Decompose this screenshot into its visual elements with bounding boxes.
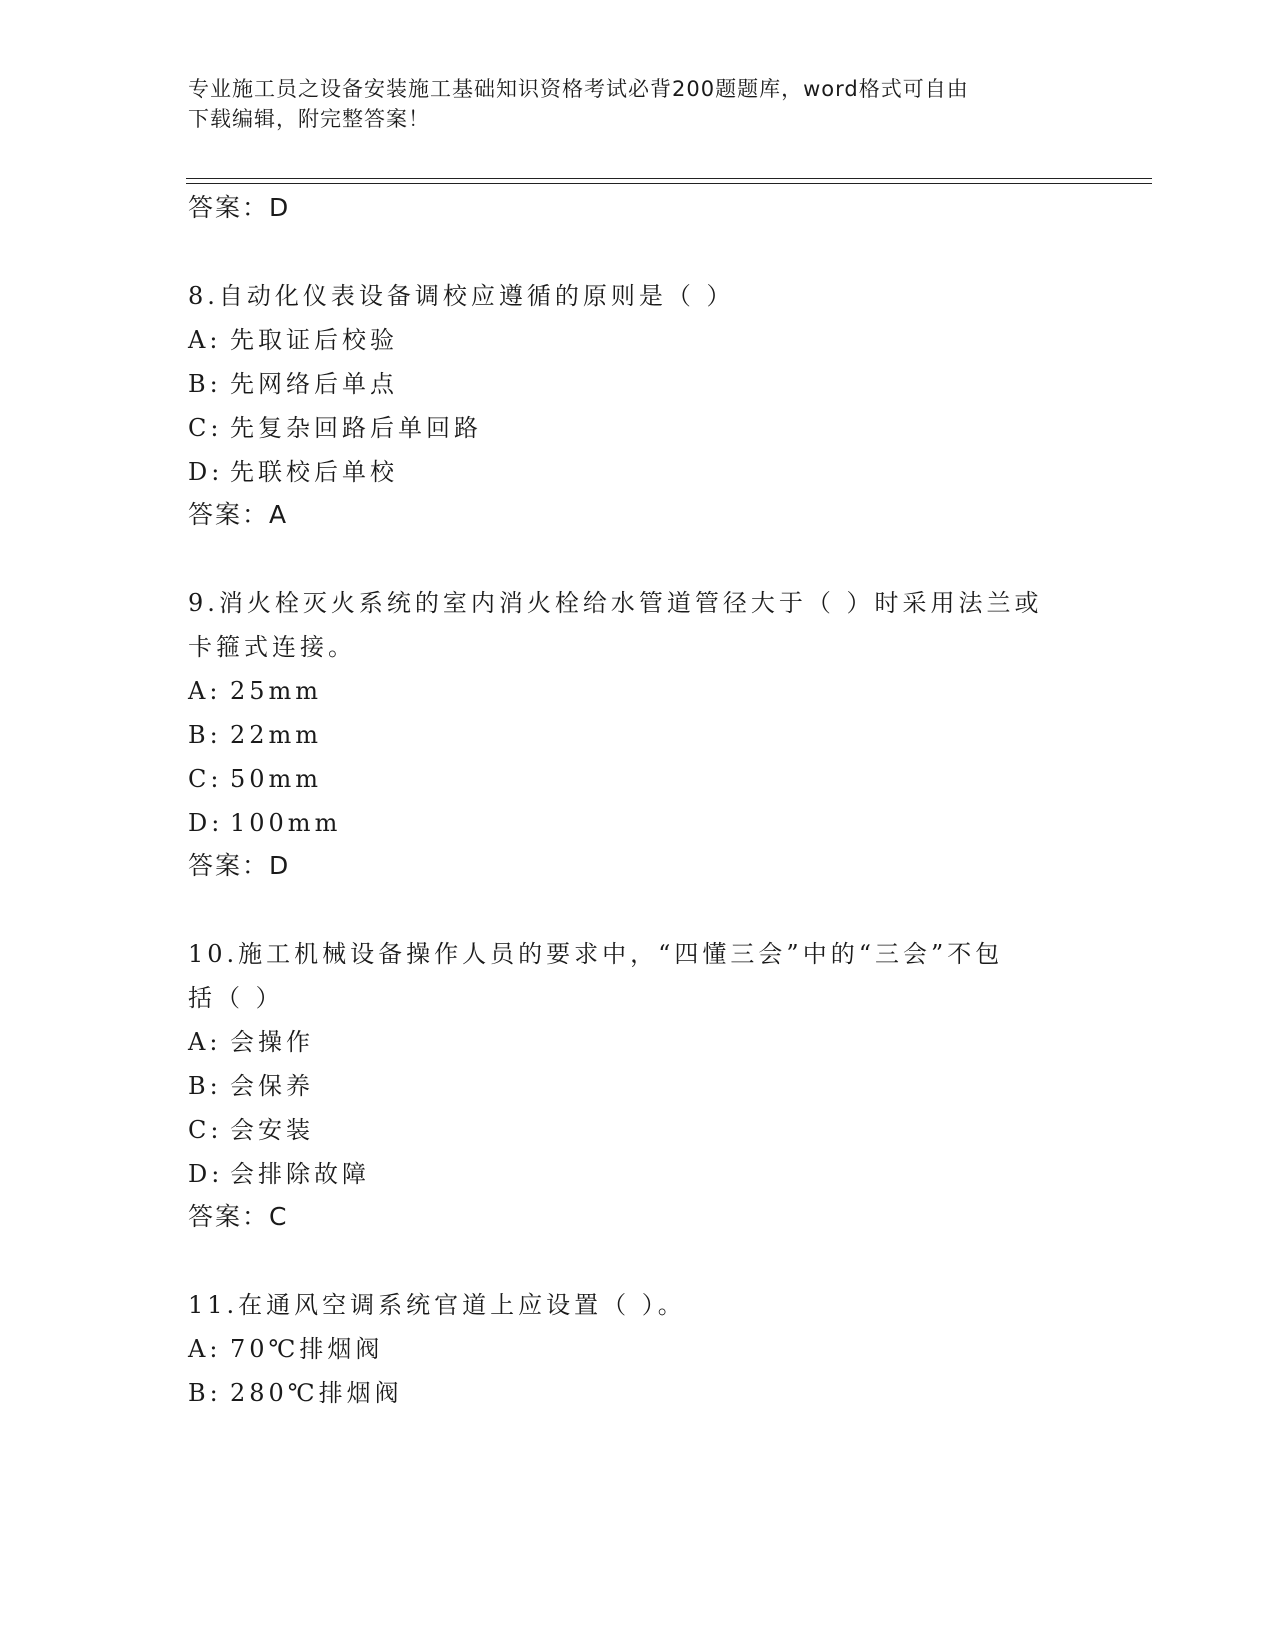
question-11-option-b <box>188 1378 403 1408</box>
option-text: 会安装 <box>230 1116 314 1144</box>
question-9-option-c <box>188 764 322 794</box>
previous-answer: 答案：D <box>188 193 291 222</box>
question-9-option-d <box>188 808 341 838</box>
option-key: C: <box>188 765 223 793</box>
question-8-option-b <box>188 369 398 399</box>
question-10-option-b <box>188 1071 314 1101</box>
question-9-answer: 答案：D <box>188 851 291 880</box>
header-line-2: 下载编辑，附完整答案！ <box>188 107 430 131</box>
header-divider-bottom <box>186 183 1152 184</box>
option-text: 280℃排烟阀 <box>230 1379 403 1407</box>
option-text: 25mm <box>230 677 323 705</box>
question-8-answer: 答案：A <box>188 500 289 529</box>
option-key: B: <box>188 721 222 749</box>
question-9-option-b <box>188 720 322 750</box>
option-text: 会排除故障 <box>230 1160 370 1188</box>
question-8-option-a <box>188 325 398 355</box>
question-9-option-a <box>188 676 322 706</box>
option-key: D: <box>188 458 224 486</box>
question-8-option-d <box>188 457 398 487</box>
option-text: 先取证后校验 <box>230 326 398 354</box>
question-10-option-c <box>188 1115 314 1145</box>
option-text: 会操作 <box>230 1028 314 1056</box>
question-10-stem-continued: 括（ ） <box>188 984 284 1012</box>
option-key: C: <box>188 414 223 442</box>
question-9-stem-continued: 卡箍式连接。 <box>188 633 356 661</box>
option-key: A: <box>188 1335 222 1363</box>
option-key: D: <box>188 1160 224 1188</box>
question-11-stem: 11.在通风空调系统官道上应设置（ ）。 <box>188 1291 686 1319</box>
document-header <box>188 74 1068 134</box>
question-8-option-c <box>188 413 482 443</box>
option-key: A: <box>188 326 222 354</box>
option-text: 70℃排烟阀 <box>230 1335 384 1363</box>
option-key: C: <box>188 1116 223 1144</box>
option-key: B: <box>188 1379 222 1407</box>
option-text: 先复杂回路后单回路 <box>230 414 482 442</box>
option-text: 22mm <box>230 721 323 749</box>
question-10-option-d <box>188 1159 370 1189</box>
option-text: 50mm <box>230 765 323 793</box>
question-10-option-a <box>188 1027 314 1057</box>
option-key: D: <box>188 809 224 837</box>
header-divider-top <box>186 178 1152 179</box>
option-text: 先联校后单校 <box>230 458 398 486</box>
option-key: B: <box>188 370 222 398</box>
option-key: B: <box>188 1072 222 1100</box>
option-text: 会保养 <box>230 1072 314 1100</box>
question-9-stem: 9.消火栓灭火系统的室内消火栓给水管道管径大于（ ）时采用法兰或 <box>188 589 1043 617</box>
question-8-stem: 8.自动化仪表设备调校应遵循的原则是（ ） <box>188 282 735 310</box>
option-key: A: <box>188 1028 222 1056</box>
header-line-1: 专业施工员之设备安装施工基础知识资格考试必背200题题库，word格式可自由 <box>188 77 969 101</box>
option-text: 100mm <box>230 809 342 837</box>
option-text: 先网络后单点 <box>230 370 398 398</box>
question-10-answer: 答案：C <box>188 1202 289 1231</box>
option-key: A: <box>188 677 222 705</box>
question-11-option-a <box>188 1334 383 1364</box>
question-10-stem: 10.施工机械设备操作人员的要求中，“四懂三会”中的“三会”不包 <box>188 940 1004 968</box>
